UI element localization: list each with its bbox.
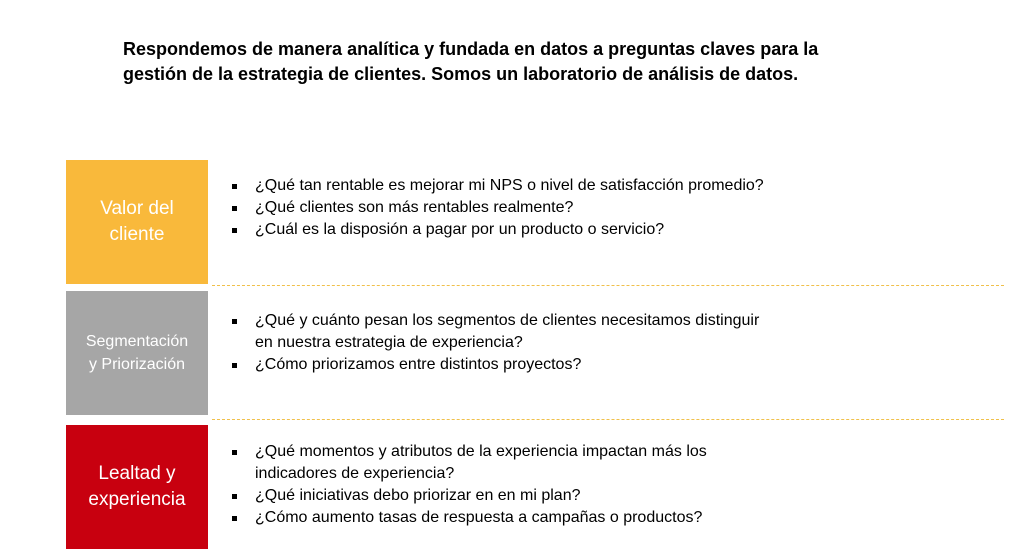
headline-line-2: gestión de la estrategia de clientes. Somos un laboratorio de análisis de datos. bbox=[123, 64, 799, 84]
list-item bbox=[230, 197, 764, 219]
list-item bbox=[230, 507, 707, 529]
bullet-text: ¿Qué clientes son más rentables realmente? bbox=[255, 199, 574, 216]
bullet-text: ¿Qué y cuánto pesan los segmentos de clientes necesitamos distinguir bbox=[255, 312, 760, 329]
bullet-text: ¿Qué momentos y atributos de la experiencia impactan más los bbox=[255, 443, 707, 460]
section-divider bbox=[212, 285, 1004, 286]
list-item bbox=[230, 441, 707, 485]
bullet-text-continued: en nuestra estrategia de experiencia? bbox=[255, 334, 523, 351]
bullet-text: ¿Cómo priorizamos entre distintos proyectos? bbox=[255, 356, 582, 373]
square-bullet-icon bbox=[232, 319, 237, 324]
page-headline bbox=[123, 37, 983, 87]
list-item bbox=[230, 310, 759, 354]
square-bullet-icon bbox=[232, 516, 237, 521]
list-item bbox=[230, 485, 707, 507]
square-bullet-icon bbox=[232, 363, 237, 368]
bullet-list-lealtad bbox=[230, 441, 707, 529]
label-valor-line-2: cliente bbox=[109, 224, 165, 245]
square-bullet-icon bbox=[232, 228, 237, 233]
label-box-lealtad bbox=[66, 425, 208, 549]
headline-line-1: Respondemos de manera analítica y fundada en datos a preguntas claves para la bbox=[123, 39, 819, 59]
square-bullet-icon bbox=[232, 206, 237, 211]
bullet-text: ¿Cuál es la disposión a pagar por un producto o servicio? bbox=[255, 221, 665, 238]
square-bullet-icon bbox=[232, 184, 237, 189]
square-bullet-icon bbox=[232, 494, 237, 499]
section-valor-del-cliente bbox=[66, 160, 1006, 284]
label-segmentacion-line-2: y Priorización bbox=[88, 356, 185, 373]
bullet-text: ¿Qué tan rentable es mejorar mi NPS o nivel de satisfacción promedio? bbox=[255, 177, 764, 194]
label-box-segmentacion bbox=[66, 291, 208, 415]
label-lealtad-line-2: experiencia bbox=[88, 489, 186, 510]
list-item bbox=[230, 354, 759, 376]
list-item bbox=[230, 219, 764, 241]
bullet-list-valor bbox=[230, 175, 764, 241]
section-segmentacion bbox=[66, 291, 1006, 415]
section-lealtad-experiencia bbox=[66, 425, 1006, 549]
label-lealtad-line-1: Lealtad y bbox=[98, 463, 176, 484]
label-segmentacion-line-1: Segmentación bbox=[85, 333, 189, 350]
bullet-text: ¿Qué iniciativas debo priorizar en en mi plan? bbox=[255, 487, 581, 504]
bullet-list-segmentacion bbox=[230, 310, 759, 376]
label-box-valor-del-cliente bbox=[66, 160, 208, 284]
bullet-text: ¿Cómo aumento tasas de respuesta a campañas o productos? bbox=[255, 509, 703, 526]
section-divider bbox=[212, 419, 1004, 420]
bullet-text-continued: indicadores de experiencia? bbox=[255, 465, 455, 482]
label-valor-line-1: Valor del bbox=[100, 198, 174, 219]
square-bullet-icon bbox=[232, 450, 237, 455]
list-item bbox=[230, 175, 764, 197]
